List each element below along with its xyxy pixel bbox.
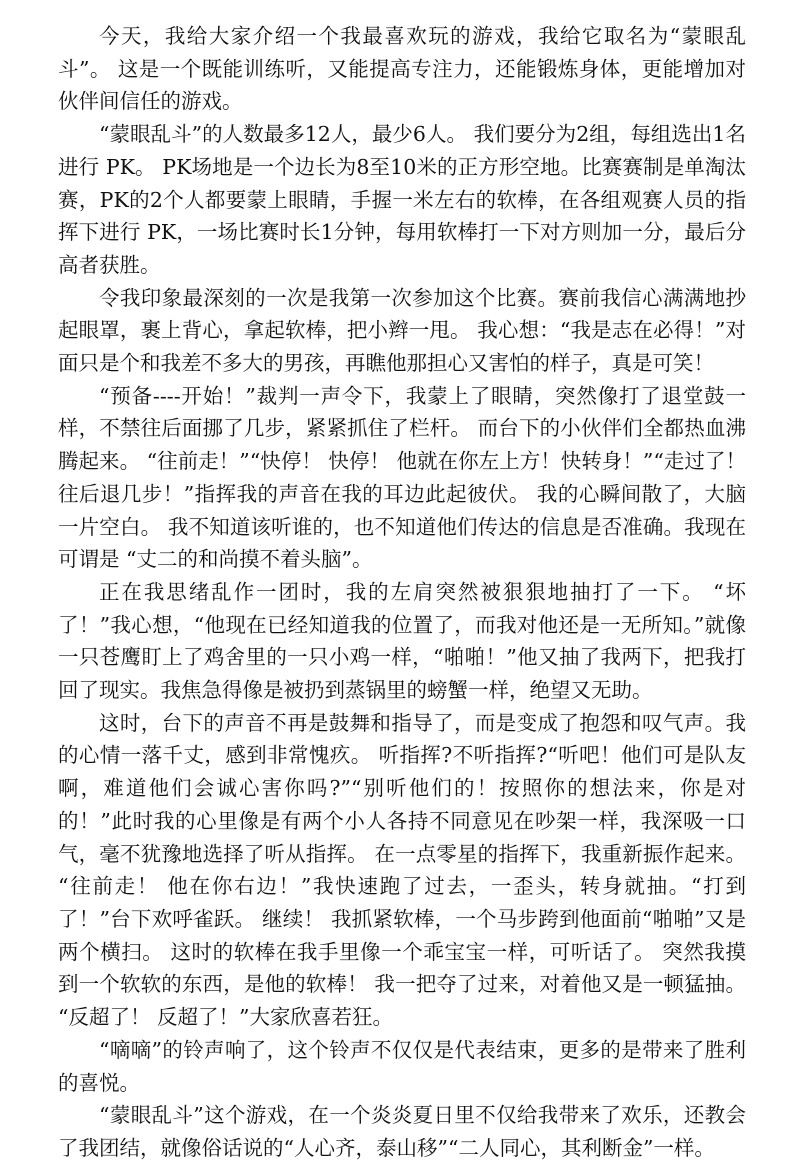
paragraph-first-match: 令我印象最深刻的一次是我第一次参加这个比赛。赛前我信心满满地抄起眼罩，裹上背心，拿起软棒，把小辫一甩。 我心想：“我是志在必得！”对面只是个和我差不多大的男孩，再瞧他那担心又害怕的样子，真是可笑！ (58, 285, 746, 376)
paragraph-bell: “嘀嘀”的铃声响了，这个铃声不仅仅是代表结束，更多的是带来了胜利的喜悦。 (58, 1037, 746, 1095)
paragraph-rules: “蒙眼乱斗”的人数最多12人，最少6人。 我们要分为2组，每组选出1名进行 PK。 PK场地是一个边长为8至10米的正方形空地。比赛赛制是单淘汰赛，PK的2个人都要蒙上眼睛，手握一米左右的软棒，在各组观赛人员的指挥下进行 PK，一场比赛时长1分钟，每用软棒打一下对方则加一分，最后分高者获胜。 (58, 122, 746, 277)
paragraph-hit: 正在我思绪乱作一团时，我的左肩突然被狠狠地抽打了一下。 “坏了！”我心想，“他现在已经知道我的位置了，而我对他还是一无所知。”就像一只苍鹰盯上了鸡舍里的一只小鸡一样，“啪啪！”他又抽了我两下，把我打回了现实。我焦急得像是被扔到蒸锅里的螃蟹一样，绝望又无助。 (58, 579, 746, 703)
paragraph-conclusion: “蒙眼乱斗”这个游戏，在一个炎炎夏日里不仅给我带来了欢乐，还教会了我团结，就像俗话说的“人心齐，泰山移”“二人同心，其利断金”一样。 (58, 1103, 746, 1160)
document-body (58, 20, 746, 1165)
paragraph-start: “预备----开始！”裁判一声令下，我蒙上了眼睛，突然像打了退堂鼓一样，不禁往后面挪了几步，紧紧抓住了栏杆。 而台下的小伙伴们全都热血沸腾起来。 “往前走！”“快停！ 快停！ 他就在你左上方！快转身！”“走过了！往后退几步！”指挥我的声音在我的耳边此起彼伏。 我的心瞬间散了，大脑一片空白。 我不知道该听谁的，也不知道他们传达的信息是否准确。我现在可谓是 “丈二的和尚摸不着头脑”。 (58, 383, 746, 572)
paragraph-intro: 今天，我给大家介绍一个我最喜欢玩的游戏，我给它取名为“蒙眼乱斗”。 这是一个既能训练听，又能提高专注力，还能锻炼身体，更能增加对伙伴间信任的游戏。 (58, 24, 746, 114)
paragraph-turnaround: 这时，台下的声音不再是鼓舞和指导了，而是变成了抱怨和叹气声。我的心情一落千丈，感到非常愧疚。 听指挥?不听指挥?“听吧！他们可是队友啊，难道他们会诚心害你吗?”“别听他们的！按照你的想法来，你是对的！”此时我的心里像是有两个小人各持不同意见在吵架一样，我深吸一口气，毫不犹豫地选择了听从指挥。 在一点零星的指挥下，我重新振作起来。 “往前走！ 他在你右边！”我快速跑了过去，一歪头，转身就抽。“打到了！”台下欢呼雀跃。 继续！ 我抓紧软棒，一个马步跨到他面前“啪啪”又是两个横扫。 这时的软棒在我手里像一个乖宝宝一样，可听话了。 突然我摸到一个软软的东西，是他的软棒！ 我一把夺了过来，对着他又是一顿猛抽。 “反超了！ 反超了！”大家欣喜若狂。 (58, 710, 746, 1030)
